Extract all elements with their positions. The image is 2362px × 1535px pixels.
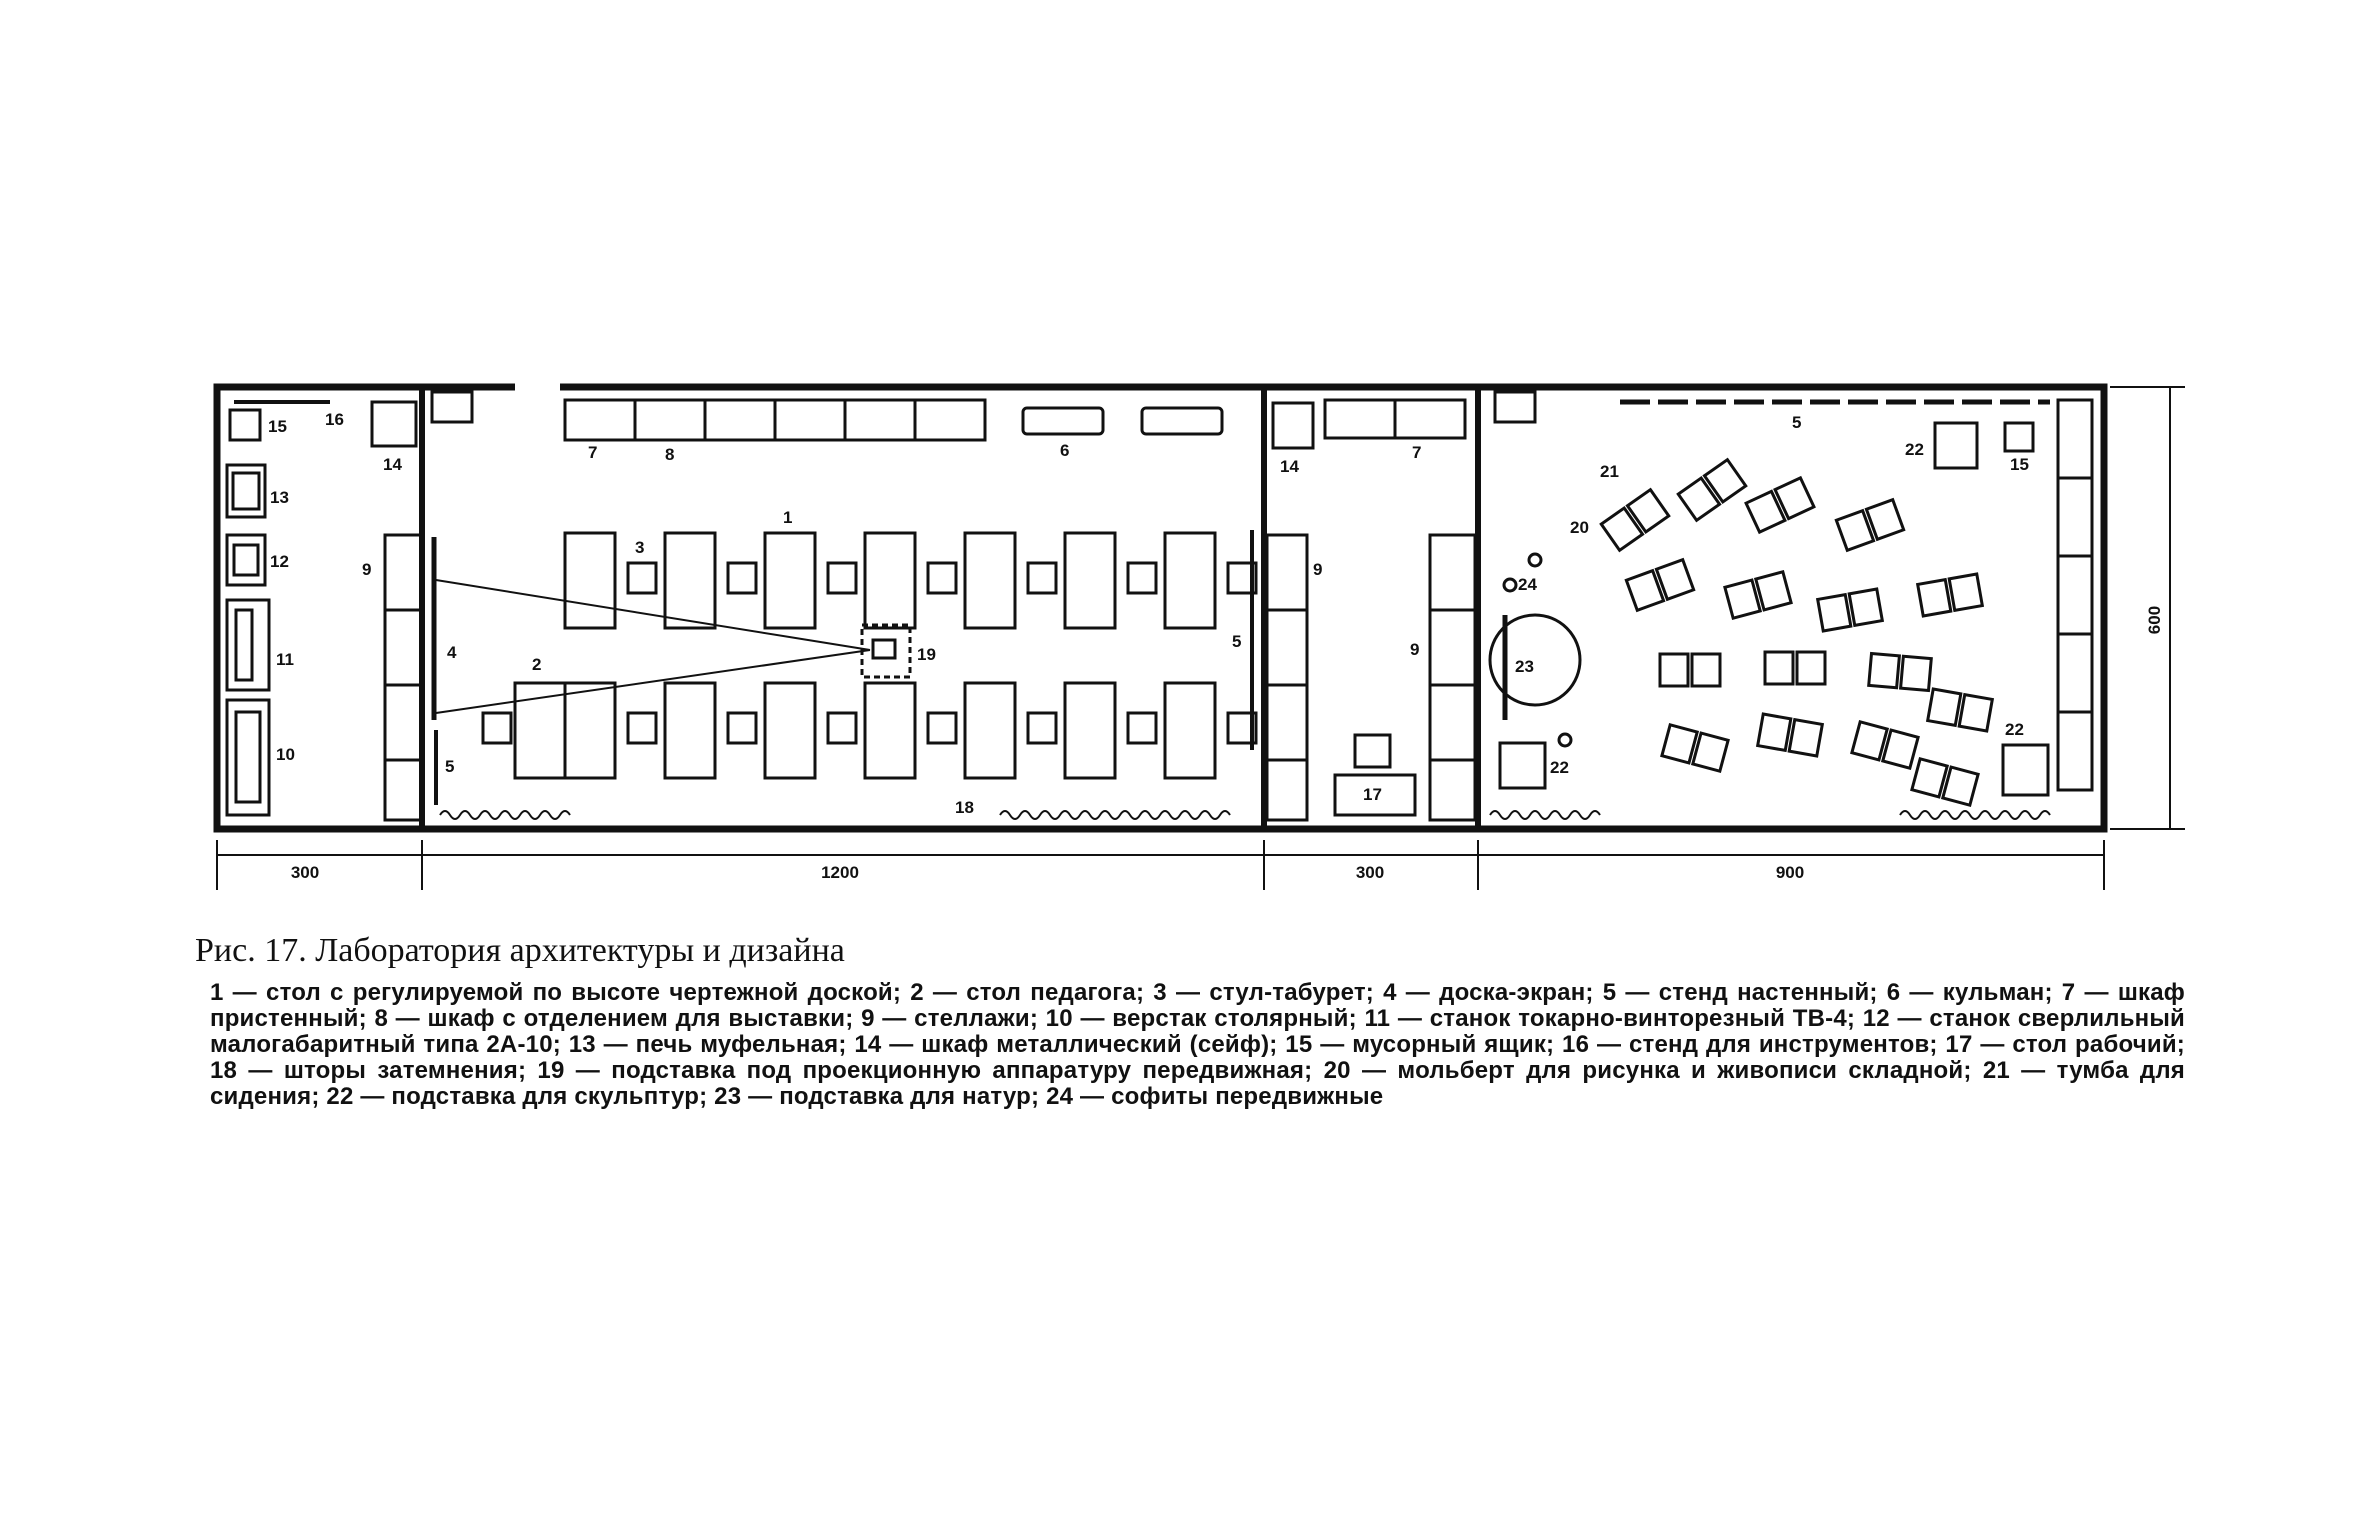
figure-caption-title: Рис. 17. Лаборатория архитектуры и дизайна (195, 932, 845, 969)
easel (1678, 460, 1746, 521)
label-9-right: 9 (1410, 640, 1420, 659)
label-5-top: 5 (1792, 413, 1802, 432)
label-14: 14 (383, 455, 402, 474)
drafting-desk (965, 533, 1015, 628)
easel (1928, 689, 1993, 731)
drafting-desk (865, 533, 915, 628)
sculpture-stand-22-mid (1500, 743, 1545, 788)
label-8: 8 (665, 445, 675, 464)
easel-leg (1818, 595, 1851, 631)
stool (1028, 563, 1056, 593)
easel-leg (1943, 767, 1978, 805)
cabinet-8 (635, 400, 985, 440)
label-10: 10 (276, 745, 295, 764)
easel-leg (1627, 490, 1668, 532)
sink-left (432, 392, 472, 422)
easel (1601, 490, 1669, 551)
easel-leg (1797, 652, 1825, 684)
easel-leg (1765, 652, 1793, 684)
label-5-left: 5 (445, 757, 455, 776)
shelving-9-right (1430, 535, 1475, 820)
stool (1028, 713, 1056, 743)
label-7-right: 7 (1412, 443, 1422, 462)
label-15-right: 15 (2010, 455, 2029, 474)
label-4: 4 (447, 643, 457, 662)
dim-900: 900 (1775, 863, 1805, 882)
easel-leg (1756, 572, 1791, 610)
stool (928, 713, 956, 743)
drafting-machine-6a (1023, 408, 1103, 434)
drafting-machine-6b (1142, 408, 1222, 434)
easel-leg (1758, 714, 1791, 750)
easel (1662, 725, 1728, 771)
stool (728, 713, 756, 743)
easel-leg (1949, 574, 1982, 610)
easel-leg (1883, 730, 1918, 768)
drafting-desks-group (483, 533, 1256, 778)
label-22-bottom: 22 (2005, 720, 2024, 739)
easels-group (1601, 460, 1992, 806)
stool (728, 563, 756, 593)
easel-leg (1601, 508, 1642, 550)
label-21: 21 (1600, 462, 1619, 481)
dim-600: 600 (2145, 605, 2164, 635)
blackout-curtain-18d (1900, 811, 2050, 819)
easel-leg (1959, 695, 1992, 731)
dim-1200: 1200 (821, 863, 859, 882)
cabinet-7-left (565, 400, 635, 440)
work-stool (1355, 735, 1390, 767)
label-1: 1 (783, 508, 793, 527)
label-7-left: 7 (588, 443, 598, 462)
easel (1869, 653, 1932, 690)
easel (1912, 759, 1978, 805)
easel-leg (1704, 460, 1745, 502)
label-20: 20 (1570, 518, 1589, 537)
easel (1725, 572, 1791, 618)
label-19: 19 (917, 645, 936, 664)
lathe-11 (227, 600, 269, 690)
figure-legend-text: 1 — стол с регулируемой по высоте чертежной доской; 2 — стол педагога; 3 — стул-табурет; 4 — доска-экран; 5 — стенд настенный; 6 — кульман; 7 — шкаф пристенный; 8 — шкаф с отделением для выставки; 9 — стеллажи; 10 — верстак столярный; 11 — станок токарно-винторезный ТВ-4; 12 — станок сверлильный малогабаритный типа 2А-10; 13 — печь муфельная; 14 — шкаф металлический (сейф); 15 — мусорный ящик; 16 — стенд для инструментов; 17 — стол рабочий; 18 — шторы затемнения; 19 — подставка под проекционную аппаратуру передвижная; 20 — мольберт для рисунка и живописи складной; 21 — тумба для сидения; 22 — подставка для скульптур; 23 — подставка для натур; 24 — софиты передвижные (210, 979, 2185, 1110)
label-3: 3 (635, 538, 645, 557)
easel (1765, 652, 1825, 684)
easel (1836, 500, 1903, 551)
easel (1758, 714, 1823, 756)
easel-leg (1928, 689, 1961, 725)
shelving-right-wall (2058, 400, 2092, 790)
workbench-10 (227, 700, 269, 815)
drafting-desk (865, 683, 915, 778)
easel-leg (1901, 656, 1932, 690)
label-23: 23 (1515, 657, 1534, 676)
shelving-9-center (1267, 535, 1307, 820)
waste-bin-15-right (2005, 423, 2033, 451)
spotlight-24a (1504, 579, 1516, 591)
easel-leg (1789, 720, 1822, 756)
sink-right (1495, 392, 1535, 422)
stool (483, 713, 511, 743)
easel (1918, 574, 1983, 616)
drafting-desk (965, 683, 1015, 778)
label-13: 13 (270, 488, 289, 507)
shelving-9-left (385, 535, 421, 820)
drafting-desk (1165, 683, 1215, 778)
easel (1660, 654, 1720, 686)
label-5-center: 5 (1232, 632, 1242, 651)
label-2: 2 (532, 655, 542, 674)
easel (1626, 560, 1693, 611)
stool (1128, 563, 1156, 593)
projection-ray-top (436, 580, 870, 650)
dim-300-left: 300 (290, 863, 320, 882)
spotlight-24c (1559, 734, 1571, 746)
easel-leg (1678, 478, 1719, 520)
label-9-left: 9 (362, 560, 372, 579)
label-22-top: 22 (1905, 440, 1924, 459)
label-11: 11 (276, 650, 294, 669)
safe-14 (372, 402, 416, 446)
stool (828, 713, 856, 743)
label-17: 17 (1363, 785, 1382, 804)
blackout-curtain-18c (1490, 811, 1600, 819)
art-studio (1490, 392, 2092, 819)
easel (1852, 722, 1918, 768)
easel-leg (1693, 733, 1728, 771)
label-9-center: 9 (1313, 560, 1323, 579)
label-12: 12 (270, 552, 289, 571)
label-24: 24 (1518, 575, 1537, 594)
label-15: 15 (268, 417, 287, 436)
easel-leg (1869, 653, 1900, 687)
waste-bin-15 (230, 410, 260, 440)
drafting-desk (565, 683, 615, 778)
label-6: 6 (1060, 441, 1070, 460)
blackout-curtain-18b (1000, 811, 1230, 819)
easel-leg (1692, 654, 1720, 686)
label-18: 18 (955, 798, 974, 817)
easel-leg (1918, 580, 1951, 616)
safe-14-right (1273, 403, 1313, 448)
stool (928, 563, 956, 593)
spotlight-24b (1529, 554, 1541, 566)
dim-300-right: 300 (1355, 863, 1385, 882)
drafting-desk (565, 533, 615, 628)
label-16: 16 (325, 410, 344, 429)
drafting-desk (1065, 533, 1115, 628)
stool (628, 563, 656, 593)
drafting-desk (765, 533, 815, 628)
blackout-curtain-18a (440, 811, 570, 819)
stool (1128, 713, 1156, 743)
drafting-desk (1165, 533, 1215, 628)
easel-leg (1662, 725, 1697, 763)
outer-wall (217, 387, 2104, 829)
sculpture-stand-22-top (1935, 423, 1977, 468)
easel (1818, 589, 1883, 631)
label-22-mid: 22 (1550, 758, 1569, 777)
sculpture-stand-22-bottom (2003, 745, 2048, 795)
drafting-desk (765, 683, 815, 778)
stool (828, 563, 856, 593)
easel-leg (1725, 580, 1760, 618)
label-14-right: 14 (1280, 457, 1299, 476)
easel-leg (1849, 589, 1882, 625)
easel-leg (1912, 759, 1947, 797)
easel (1746, 478, 1814, 532)
stool (628, 713, 656, 743)
drafting-desk (665, 533, 715, 628)
easel-leg (1660, 654, 1688, 686)
easel-leg (1852, 722, 1887, 760)
drafting-desk (1065, 683, 1115, 778)
drafting-desk (665, 683, 715, 778)
